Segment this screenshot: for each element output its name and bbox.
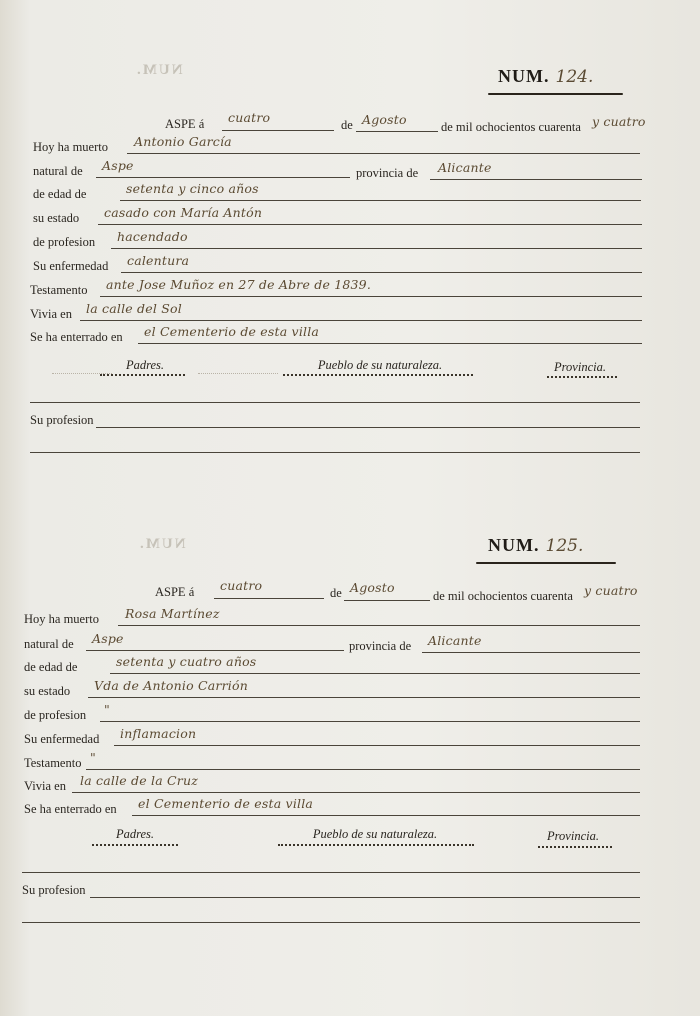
deceased-line [118, 625, 640, 626]
num-underline [488, 93, 623, 95]
profesion-label: de profesion [24, 708, 87, 722]
provincia-line [430, 179, 642, 180]
pueblo-faint-rule [198, 373, 278, 374]
day-value: cuatro [220, 578, 263, 593]
record-number [498, 66, 593, 87]
vivia-value: la calle de la Cruz [80, 773, 199, 788]
enterrado-value: el Cementerio de esta villa [138, 796, 314, 811]
year-hand: y cuatro [584, 583, 638, 598]
padres-header: Padres. [125, 358, 165, 372]
deceased-line [127, 153, 640, 154]
deceased-value: Antonio García [134, 134, 232, 149]
enterrado-line [138, 343, 642, 344]
padres-rule [92, 844, 178, 846]
age-line [110, 673, 640, 674]
profesion-line [111, 248, 642, 249]
month-value: Agosto [350, 580, 395, 595]
enterrado-value: el Cementerio de esta villa [144, 324, 320, 339]
month-value: Agosto [362, 112, 407, 127]
natural-label: natural de [24, 637, 74, 651]
record-number [488, 535, 583, 556]
place-label: ASPE [155, 585, 186, 599]
enfermedad-line [114, 745, 640, 746]
pueblo-rule [278, 844, 474, 846]
day-line [214, 598, 324, 599]
enterrado-line [132, 815, 640, 816]
bleed-through-num: NUM. [138, 536, 186, 552]
vivia-label: Vivia en [30, 307, 72, 321]
estado-label: su estado [33, 211, 80, 225]
year-text: de mil ochocientos cuarenta [441, 120, 581, 134]
provincia-header: Provincia. [547, 829, 599, 843]
pueblo-header: Pueblo de su naturaleza. [312, 827, 438, 841]
place-label: ASPE [165, 117, 196, 131]
deceased-label: Hoy ha muerto [24, 612, 99, 626]
provincia-label: provincia de [356, 166, 419, 180]
deceased-label: Hoy ha muerto [33, 140, 108, 154]
num-label: NUM. [498, 66, 550, 86]
pueblo-rule [283, 374, 473, 376]
age-label: de edad de [33, 187, 87, 201]
date-row [155, 585, 194, 600]
profesion-value: hacendado [117, 229, 188, 244]
estado-label: su estado [24, 684, 71, 698]
su-profesion-line [90, 897, 640, 898]
testamento-value: " [90, 750, 96, 765]
provincia-label: provincia de [349, 639, 412, 653]
pueblo-header: Pueblo de su naturaleza. [317, 358, 443, 372]
profesion-value: " [104, 702, 110, 717]
deceased-value: Rosa Martínez [125, 606, 220, 621]
age-value: setenta y cuatro años [116, 654, 257, 669]
a-label: á [198, 117, 205, 131]
enfermedad-label: Su enfermedad [24, 732, 100, 746]
age-line [120, 200, 641, 201]
parents-line [30, 402, 640, 403]
testamento-label: Testamento [24, 756, 82, 770]
natural-value: Aspe [102, 158, 134, 173]
month-line [344, 600, 430, 601]
padres-rule [100, 374, 185, 376]
enfermedad-line [121, 272, 642, 273]
natural-value: Aspe [92, 631, 124, 646]
natural-label: natural de [33, 164, 83, 178]
su-profesion-label: Su profesion [22, 883, 86, 897]
date-row [165, 117, 204, 132]
padres-header: Padres. [115, 827, 155, 841]
vivia-label: Vivia en [24, 779, 66, 793]
enfermedad-value: inflamacion [120, 726, 197, 741]
testamento-value: ante Jose Muñoz en 27 de Abre de 1839. [106, 277, 372, 292]
enterrado-label: Se ha enterrado en [24, 802, 117, 816]
su-profesion-line [96, 427, 640, 428]
natural-line [86, 650, 344, 651]
vivia-line [80, 320, 642, 321]
parents-line [22, 872, 640, 873]
num-underline [476, 562, 616, 564]
bleed-through-num: NUM. [135, 62, 183, 78]
estado-line [88, 697, 640, 698]
estado-value: casado con María Antón [104, 205, 263, 220]
su-profesion-label: Su profesion [30, 413, 94, 427]
enfermedad-label: Su enfermedad [33, 259, 109, 273]
estado-value: Vda de Antonio Carrión [94, 678, 248, 693]
closing-line [30, 452, 640, 453]
age-label: de edad de [24, 660, 78, 674]
provincia-header-rule [538, 846, 612, 848]
natural-line [96, 177, 350, 178]
enterrado-label: Se ha enterrado en [30, 330, 123, 344]
year-hand: y cuatro [592, 114, 646, 129]
num-label: NUM. [488, 535, 540, 555]
testamento-line [86, 769, 640, 770]
estado-line [98, 224, 642, 225]
profesion-label: de profesion [33, 235, 96, 249]
provincia-value: Alicante [428, 633, 482, 648]
provincia-header-rule [547, 376, 617, 378]
vivia-value: la calle del Sol [86, 301, 182, 316]
provincia-header: Provincia. [554, 360, 606, 374]
day-value: cuatro [228, 110, 271, 125]
month-line [356, 131, 438, 132]
year-text: de mil ochocientos cuarenta [433, 589, 573, 603]
provincia-line [422, 652, 640, 653]
day-line [222, 130, 334, 131]
de-label: de [341, 118, 353, 132]
profesion-line [100, 721, 640, 722]
closing-line [22, 922, 640, 923]
a-label: á [188, 585, 195, 599]
age-value: setenta y cinco años [126, 181, 259, 196]
num-value: 125. [545, 536, 584, 556]
vivia-line [72, 792, 640, 793]
de-label: de [330, 586, 342, 600]
provincia-value: Alicante [438, 160, 492, 175]
testamento-line [100, 296, 642, 297]
enfermedad-value: calentura [127, 253, 190, 268]
num-value: 124. [555, 67, 594, 87]
testamento-label: Testamento [30, 283, 88, 297]
